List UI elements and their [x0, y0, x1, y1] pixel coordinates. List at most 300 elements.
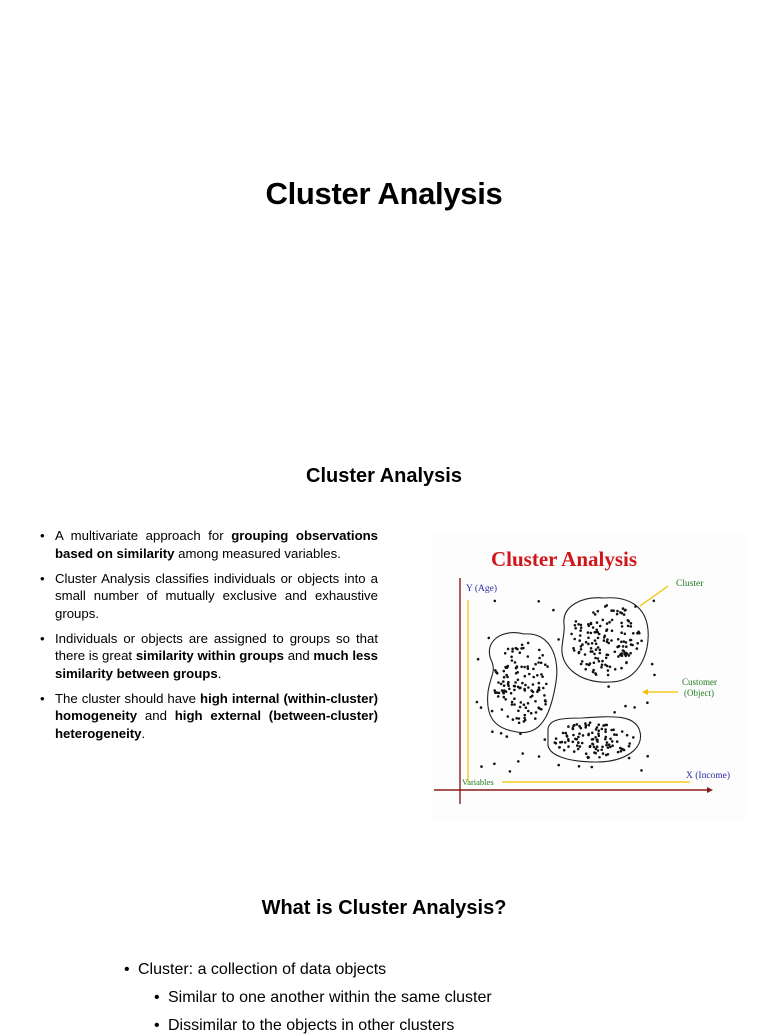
data-point [520, 647, 523, 650]
data-point [518, 717, 521, 720]
slide-title-heading: Cluster Analysis [265, 176, 503, 211]
data-point [527, 702, 530, 705]
data-point [515, 672, 518, 675]
data-point [523, 717, 526, 720]
bullet-text: Dissimilar to the objects in other clusters [168, 1017, 455, 1034]
data-point [606, 638, 609, 641]
data-point [480, 706, 483, 709]
data-point [535, 711, 538, 714]
slide-3-heading: What is Cluster Analysis? [261, 897, 507, 919]
data-point [577, 736, 580, 739]
data-point [506, 676, 509, 679]
bullet-emphasis: high internal (within-cluster) homogeneity [55, 690, 378, 723]
data-point [590, 632, 593, 635]
data-point [504, 698, 507, 701]
data-point [596, 745, 599, 748]
data-point [595, 748, 598, 751]
data-point [628, 654, 631, 657]
data-point [602, 724, 605, 727]
data-point [585, 663, 588, 666]
data-point [502, 680, 505, 683]
data-point [517, 679, 520, 682]
data-point [606, 628, 609, 631]
data-point [512, 718, 515, 721]
data-point [595, 673, 598, 676]
data-point [534, 717, 537, 720]
data-point [507, 715, 510, 718]
data-point [651, 663, 654, 666]
data-point [546, 665, 549, 668]
data-point [544, 738, 547, 741]
bullet-text: Similar to one another within the same cluster [168, 989, 492, 1006]
data-point [597, 729, 600, 732]
data-point [587, 637, 590, 640]
data-point [633, 706, 636, 709]
data-point [525, 706, 528, 709]
data-point [587, 623, 590, 626]
data-point [591, 766, 594, 769]
data-point [570, 633, 573, 636]
data-point [577, 623, 580, 626]
bullet-level-1: • Cluster: a collection of data objects [124, 961, 387, 978]
bullet-list [38, 527, 378, 750]
data-point [581, 742, 584, 745]
data-point [562, 732, 565, 735]
data-point [524, 684, 527, 687]
data-point [622, 645, 625, 648]
data-point [594, 639, 597, 642]
data-point [514, 681, 517, 684]
data-point [624, 705, 627, 708]
x-axis-label: X (Income) [686, 771, 731, 781]
data-point [598, 735, 601, 738]
data-point [621, 730, 624, 733]
data-point [578, 652, 581, 655]
data-point [515, 717, 518, 720]
data-point [597, 646, 600, 649]
data-point [608, 743, 611, 746]
data-point [511, 659, 514, 662]
data-point [631, 644, 634, 647]
data-point [507, 648, 510, 651]
data-point [585, 724, 588, 727]
data-point [581, 660, 584, 663]
data-point [477, 658, 480, 661]
data-point [591, 743, 594, 746]
data-point [534, 700, 537, 703]
data-point [611, 740, 614, 743]
bullet-text: and [283, 648, 314, 663]
data-point [572, 725, 575, 728]
data-point [561, 741, 564, 744]
bullet-level-2: • Similar to one another within the same cluster [154, 989, 492, 1006]
data-point [616, 613, 619, 616]
data-point [594, 613, 597, 616]
data-point [523, 688, 526, 691]
slide-2-heading: Cluster Analysis [306, 465, 462, 487]
data-point [567, 740, 570, 743]
bullet-text: . [217, 665, 222, 681]
data-point [588, 664, 591, 667]
data-point [574, 624, 577, 627]
data-point [611, 619, 614, 622]
data-point [578, 732, 581, 735]
data-point [532, 683, 535, 686]
data-point [543, 694, 546, 697]
data-point [591, 650, 594, 653]
data-point [552, 609, 555, 612]
data-point [616, 740, 619, 743]
bullet-text: A multivariate approach for [55, 528, 232, 543]
data-point [627, 619, 630, 622]
data-point [592, 626, 595, 629]
data-point [542, 687, 545, 690]
data-point [602, 752, 605, 755]
data-point [587, 756, 590, 759]
data-point [587, 631, 590, 634]
data-point [514, 661, 517, 664]
data-point [613, 711, 616, 714]
data-point [513, 689, 516, 692]
data-point [626, 734, 629, 737]
data-point [589, 721, 592, 724]
data-point [577, 748, 580, 751]
data-point [620, 750, 623, 753]
data-point [614, 651, 617, 654]
data-point [476, 701, 479, 704]
data-point [491, 730, 494, 733]
data-point [594, 657, 597, 660]
data-point [503, 676, 506, 679]
data-point [538, 755, 541, 758]
data-point [519, 706, 522, 709]
data-point [519, 733, 522, 736]
data-point [480, 765, 483, 768]
data-point [598, 756, 601, 759]
data-point [503, 684, 506, 687]
data-point [527, 710, 530, 713]
data-point [501, 708, 504, 711]
data-point [597, 723, 600, 726]
data-point [521, 682, 524, 685]
data-point [646, 701, 649, 704]
bullet-text: . [141, 725, 146, 741]
data-point [620, 641, 623, 644]
data-point [605, 736, 608, 739]
data-point [591, 738, 594, 741]
data-point [573, 649, 576, 652]
data-point [604, 605, 607, 608]
data-point [578, 725, 581, 728]
data-point [507, 683, 510, 686]
bullet-text: Cluster Analysis classifies individuals or objects into a small number of mutually exclusive and exhaustive groups. [55, 570, 378, 621]
data-point [646, 755, 649, 758]
data-point [575, 620, 578, 623]
data-point [599, 652, 602, 655]
data-point [601, 664, 604, 667]
data-point [577, 741, 580, 744]
data-point [524, 714, 527, 717]
data-point [590, 647, 593, 650]
data-point [629, 639, 632, 642]
data-point [598, 660, 601, 663]
data-point [530, 712, 533, 715]
data-point [540, 708, 543, 711]
data-point [519, 651, 522, 654]
data-point [508, 688, 511, 691]
data-point [595, 631, 598, 634]
data-point [576, 744, 579, 747]
variables-label: Variables [462, 777, 494, 787]
data-point [640, 769, 643, 772]
data-point [604, 635, 607, 638]
data-point [514, 685, 517, 688]
data-point [590, 622, 593, 625]
data-point [593, 661, 596, 664]
data-point [589, 746, 592, 749]
data-point [606, 741, 609, 744]
data-point [526, 665, 529, 668]
data-point [628, 757, 631, 760]
data-point [521, 644, 524, 647]
data-point [611, 629, 614, 632]
data-point [653, 674, 656, 677]
data-point [621, 625, 624, 628]
data-point [566, 735, 569, 738]
data-point [506, 665, 509, 668]
data-point [517, 686, 520, 689]
data-point [625, 645, 628, 648]
data-point [609, 738, 612, 741]
data-point [534, 663, 537, 666]
data-point [627, 625, 630, 628]
bullet-emphasis: high external (between-cluster) heterogeneity [55, 708, 378, 741]
data-point [597, 657, 600, 660]
data-point [607, 642, 610, 645]
data-point [632, 632, 635, 635]
data-point [595, 629, 598, 632]
data-point [584, 668, 587, 671]
data-point [624, 633, 627, 636]
data-point [572, 727, 575, 730]
data-point [544, 699, 547, 702]
cluster-analysis-figure [432, 532, 746, 822]
data-point [544, 703, 547, 706]
data-point [592, 671, 595, 674]
data-point [500, 732, 503, 735]
data-point [528, 673, 531, 676]
data-point [624, 609, 627, 612]
figure-title: Cluster Analysis [490, 547, 638, 571]
data-point [628, 742, 631, 745]
data-point [596, 738, 599, 741]
bullet-item [38, 570, 378, 623]
data-point [634, 605, 637, 608]
data-point [567, 745, 570, 748]
data-point [573, 638, 576, 641]
data-point [576, 738, 579, 741]
data-point [538, 649, 541, 652]
data-point [538, 686, 541, 689]
bullet-emphasis: grouping observations based on similarity [55, 528, 379, 561]
data-point [557, 638, 560, 641]
data-point [610, 639, 613, 642]
data-point [541, 675, 544, 678]
bullet-text: and [137, 708, 175, 723]
data-point [608, 621, 611, 624]
data-point [604, 664, 607, 667]
bullet-item [38, 690, 378, 743]
data-point [554, 741, 557, 744]
data-point [563, 749, 566, 752]
data-point [619, 654, 622, 657]
data-point [600, 749, 603, 752]
data-point [501, 689, 504, 692]
data-point [516, 665, 519, 668]
data-point [557, 764, 560, 767]
data-point [509, 770, 512, 773]
data-point [517, 710, 520, 713]
data-point [593, 653, 596, 656]
bullet-text: Individuals or objects are assigned to groups so that there is great [55, 630, 378, 663]
data-point [545, 683, 548, 686]
data-point [630, 622, 633, 625]
data-point [500, 683, 503, 686]
data-point [621, 612, 624, 615]
data-point [488, 637, 491, 640]
data-point [597, 610, 600, 613]
data-point [503, 670, 506, 673]
data-point [594, 736, 597, 739]
data-point [594, 752, 597, 755]
data-point [555, 737, 558, 740]
data-point [497, 695, 500, 698]
data-point [537, 706, 540, 709]
data-point [511, 650, 514, 653]
data-point [600, 666, 603, 669]
data-point [605, 744, 608, 747]
data-point [629, 652, 632, 655]
slide-title [0, 0, 768, 420]
data-point [521, 752, 524, 755]
data-point [597, 749, 600, 752]
data-point [607, 674, 610, 677]
data-point [616, 610, 619, 613]
object-label: (Object) [684, 688, 714, 698]
data-point [599, 649, 602, 652]
data-point [578, 765, 581, 768]
data-point [611, 744, 614, 747]
data-point [572, 741, 575, 744]
data-point [504, 652, 507, 655]
data-point [580, 624, 583, 627]
data-point [524, 675, 527, 678]
data-point [653, 600, 656, 603]
data-point [618, 645, 621, 648]
data-point [494, 669, 497, 672]
data-point [598, 633, 601, 636]
data-point [604, 728, 607, 731]
data-point [580, 648, 583, 651]
data-point [636, 647, 639, 650]
data-point [605, 653, 608, 656]
data-point [614, 668, 617, 671]
bullet-text: among measured variables. [174, 545, 341, 561]
data-point [511, 701, 514, 704]
data-point [493, 689, 496, 692]
data-point [567, 725, 570, 728]
data-point [609, 746, 612, 749]
data-point [523, 666, 526, 669]
data-point [610, 609, 613, 612]
data-point [541, 654, 544, 657]
data-point [617, 751, 620, 754]
data-point [595, 648, 598, 651]
data-point [625, 661, 628, 664]
data-point [493, 763, 496, 766]
data-point [620, 622, 623, 625]
customer-label: Customer [682, 677, 717, 687]
data-point [602, 619, 605, 622]
data-point [605, 657, 608, 660]
bullet-text: The cluster should have [55, 690, 201, 706]
data-point [595, 643, 598, 646]
data-point [510, 656, 513, 659]
data-point [564, 741, 567, 744]
data-point [606, 622, 609, 625]
data-point [529, 696, 532, 699]
data-point [527, 686, 530, 689]
data-point [632, 736, 635, 739]
data-point [601, 728, 604, 731]
data-point [511, 703, 514, 706]
data-point [585, 752, 588, 755]
data-point [623, 749, 626, 752]
data-point [510, 692, 513, 695]
data-point [623, 640, 626, 643]
data-point [511, 648, 514, 651]
bullet-item [38, 630, 378, 683]
data-point [601, 746, 604, 749]
data-point [628, 745, 631, 748]
data-point [604, 731, 607, 734]
data-point [579, 745, 582, 748]
data-point [518, 722, 521, 725]
data-point [603, 639, 606, 642]
data-point [516, 648, 519, 651]
data-point [537, 689, 540, 692]
data-point [574, 627, 577, 630]
data-point [593, 746, 596, 749]
bullet-item [38, 527, 378, 562]
data-point [596, 621, 599, 624]
data-point [607, 685, 610, 688]
data-point [601, 660, 604, 663]
data-point [538, 657, 541, 660]
data-point [538, 682, 541, 685]
data-point [617, 638, 620, 641]
data-point [517, 760, 520, 763]
data-point [613, 733, 616, 736]
y-axis-label: Y (Age) [466, 584, 498, 594]
data-point [505, 690, 508, 693]
data-point [579, 629, 582, 632]
data-point [537, 661, 540, 664]
data-point [523, 703, 526, 706]
data-point [636, 642, 639, 645]
data-point [597, 637, 600, 640]
data-point [503, 696, 506, 699]
